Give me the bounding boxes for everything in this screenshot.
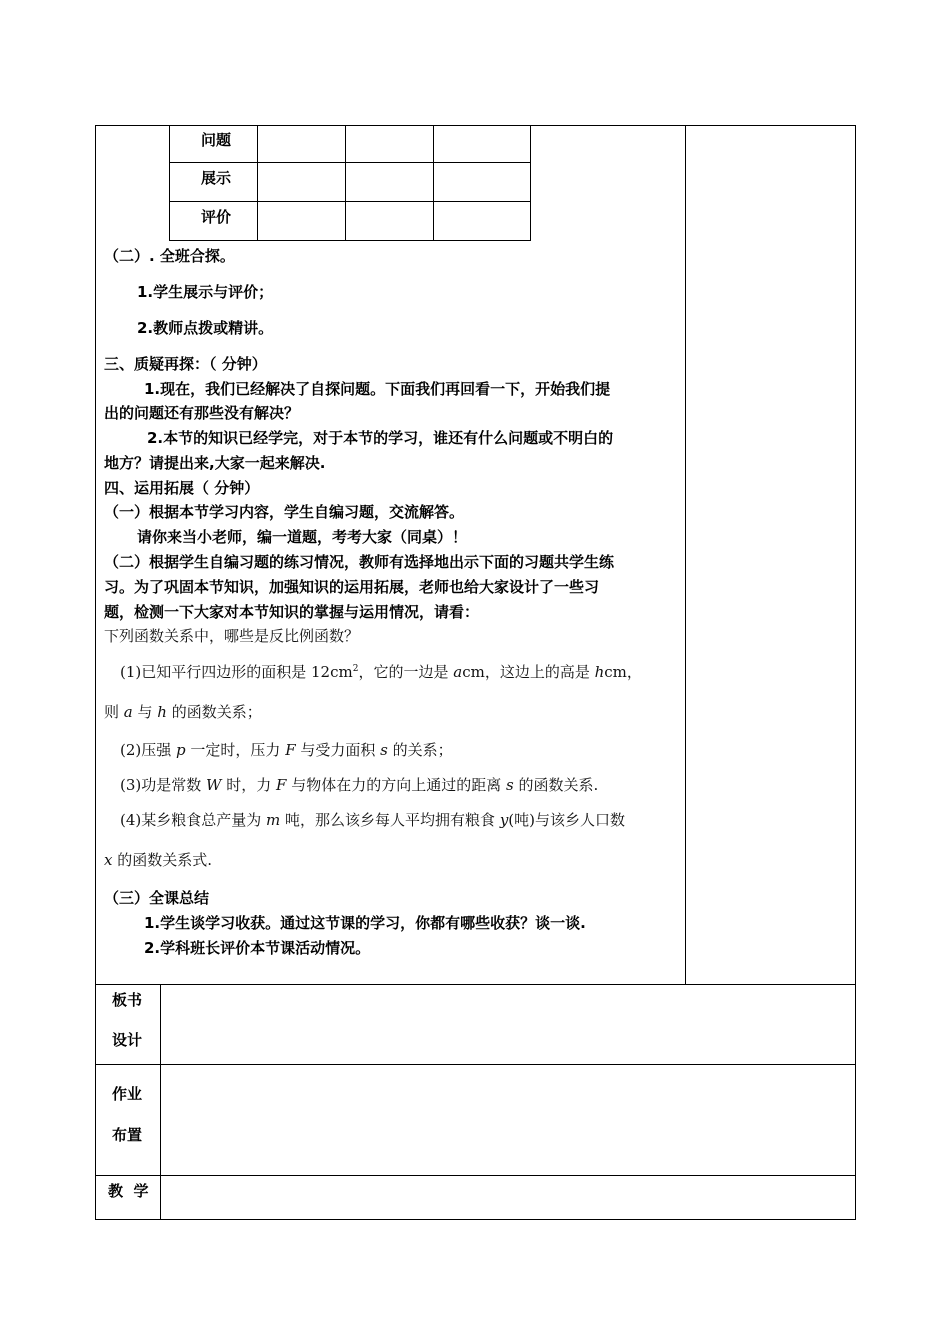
- inner-table-row-3: [169, 240, 531, 241]
- paragraph-line: 请你来当小老师，编一道题，考考大家（同桌）！: [137, 528, 468, 546]
- inner-table-row-1: [169, 162, 531, 163]
- row-divider-main: [95, 984, 856, 985]
- superscript: 2: [352, 664, 359, 674]
- math-variable: W: [206, 776, 222, 794]
- exercise-text: 与物体在力的方向上通过的距离: [286, 776, 506, 794]
- list-item: 2.学科班长评价本节课活动情况。: [144, 939, 371, 957]
- inner-table-col-1: [257, 125, 258, 240]
- list-item: 1.学生展示与评价；: [137, 283, 274, 301]
- exercise-text: (2)压强: [120, 741, 177, 759]
- exercise-item-1: [120, 662, 642, 682]
- math-variable: y: [499, 811, 509, 829]
- paragraph-line: （二）根据学生自编习题的练习情况，教师有选择地出示下面的习题共学生练: [104, 553, 615, 571]
- row-divider-homework: [95, 1175, 856, 1176]
- exercise-text: 的关系；: [387, 741, 453, 759]
- section-heading-summary: （三）全课总结: [104, 889, 210, 907]
- math-variable: s: [505, 776, 514, 794]
- inner-table-col-0: [169, 125, 170, 240]
- paragraph-line: （一）根据本节学习内容，学生自编习题，交流解答。: [104, 503, 465, 521]
- exercise-text: 一定时，压力: [185, 741, 286, 759]
- exercise-text: 的函数关系.: [513, 776, 599, 794]
- inner-table-label-question: 问题: [201, 131, 232, 149]
- math-variable: h: [157, 703, 167, 721]
- inner-table-row-2: [169, 201, 531, 202]
- inner-table-col-4: [530, 125, 531, 240]
- exercise-text: cm，: [604, 663, 642, 681]
- row-label-teaching: 教 学: [108, 1182, 149, 1200]
- outer-bottom-border: [95, 1219, 856, 1220]
- paragraph-line: 2.本节的知识已经学完，对于本节的学习，谁还有什么问题或不明白的: [147, 429, 614, 447]
- inner-table-col-2: [345, 125, 346, 240]
- exercise-text: 则: [104, 703, 124, 721]
- math-variable: p: [176, 741, 186, 759]
- math-variable: s: [380, 741, 388, 759]
- exercise-item-4-line-2: [104, 850, 212, 870]
- exercise-item-1-line-2: [104, 702, 262, 722]
- exercise-text: (1)已知平行四边形的面积是 12cm: [120, 663, 353, 681]
- math-variable: a: [453, 663, 463, 681]
- inner-table-col-3: [433, 125, 434, 240]
- paragraph-line: 题，检测一下大家对本节知识的掌握与运用情况，请看：: [104, 603, 480, 621]
- paragraph-line: 地方？请提出来,大家一起来解决.: [104, 454, 326, 472]
- exercise-text: (吨)与该乡人口数: [508, 811, 626, 829]
- exercise-question: 下列函数关系中，哪些是反比例函数？: [104, 627, 360, 645]
- math-variable: x: [104, 851, 113, 869]
- math-variable: F: [276, 776, 287, 794]
- section-heading-class-discussion: （二）. 全班合探。: [104, 247, 235, 265]
- exercise-item-4: [120, 810, 625, 830]
- outer-left-border: [95, 125, 96, 1220]
- side-column-divider: [685, 125, 686, 985]
- list-item: 1.学生谈学习收获。通过这节课的学习，你都有哪些收获？谈一谈.: [144, 914, 586, 932]
- exercise-text: cm，这边上的高是: [462, 663, 595, 681]
- exercise-text: 的函数关系；: [166, 703, 262, 721]
- row-label-board: 设计: [112, 1031, 143, 1049]
- exercise-text: 与受力面积: [295, 741, 381, 759]
- outer-top-border: [95, 125, 856, 126]
- section-heading-question-again: 三、质疑再探：（ 分钟）: [104, 355, 267, 373]
- exercise-text: 时，力: [221, 776, 276, 794]
- row-label-homework: 作业: [112, 1085, 143, 1103]
- exercise-text: 吨，那么该乡每人平均拥有粮食: [280, 811, 500, 829]
- exercise-text: 的函数关系式.: [112, 851, 213, 869]
- math-variable: m: [266, 811, 281, 829]
- list-item: 2.教师点拨或精讲。: [137, 319, 274, 337]
- row-label-board: 板书: [112, 991, 143, 1009]
- row-divider-board: [95, 1064, 856, 1065]
- row-label-homework: 布置: [112, 1126, 143, 1144]
- section-heading-application: 四、运用拓展（ 分钟）: [104, 479, 260, 497]
- exercise-text: (4)某乡粮食总产量为: [120, 811, 267, 829]
- paragraph-line: 习。为了巩固本节知识，加强知识的运用拓展，老师也给大家设计了一些习: [104, 578, 600, 596]
- math-variable: h: [594, 663, 605, 681]
- outer-right-border: [855, 125, 856, 1220]
- exercise-text: 与: [132, 703, 158, 721]
- label-column-divider: [160, 984, 161, 1220]
- inner-table-label-show: 展示: [201, 169, 232, 187]
- exercise-text: (3)功是常数: [120, 776, 207, 794]
- exercise-text: ，它的一边是: [358, 663, 454, 681]
- inner-table-label-evaluate: 评价: [201, 208, 232, 226]
- math-variable: F: [285, 741, 296, 759]
- exercise-item-3: [120, 775, 598, 795]
- math-variable: a: [123, 703, 133, 721]
- paragraph-line: 出的问题还有那些没有解决？: [104, 404, 300, 422]
- exercise-item-2: [120, 740, 453, 760]
- paragraph-line: 1.现在，我们已经解决了自探问题。下面我们再回看一下，开始我们提: [144, 380, 611, 398]
